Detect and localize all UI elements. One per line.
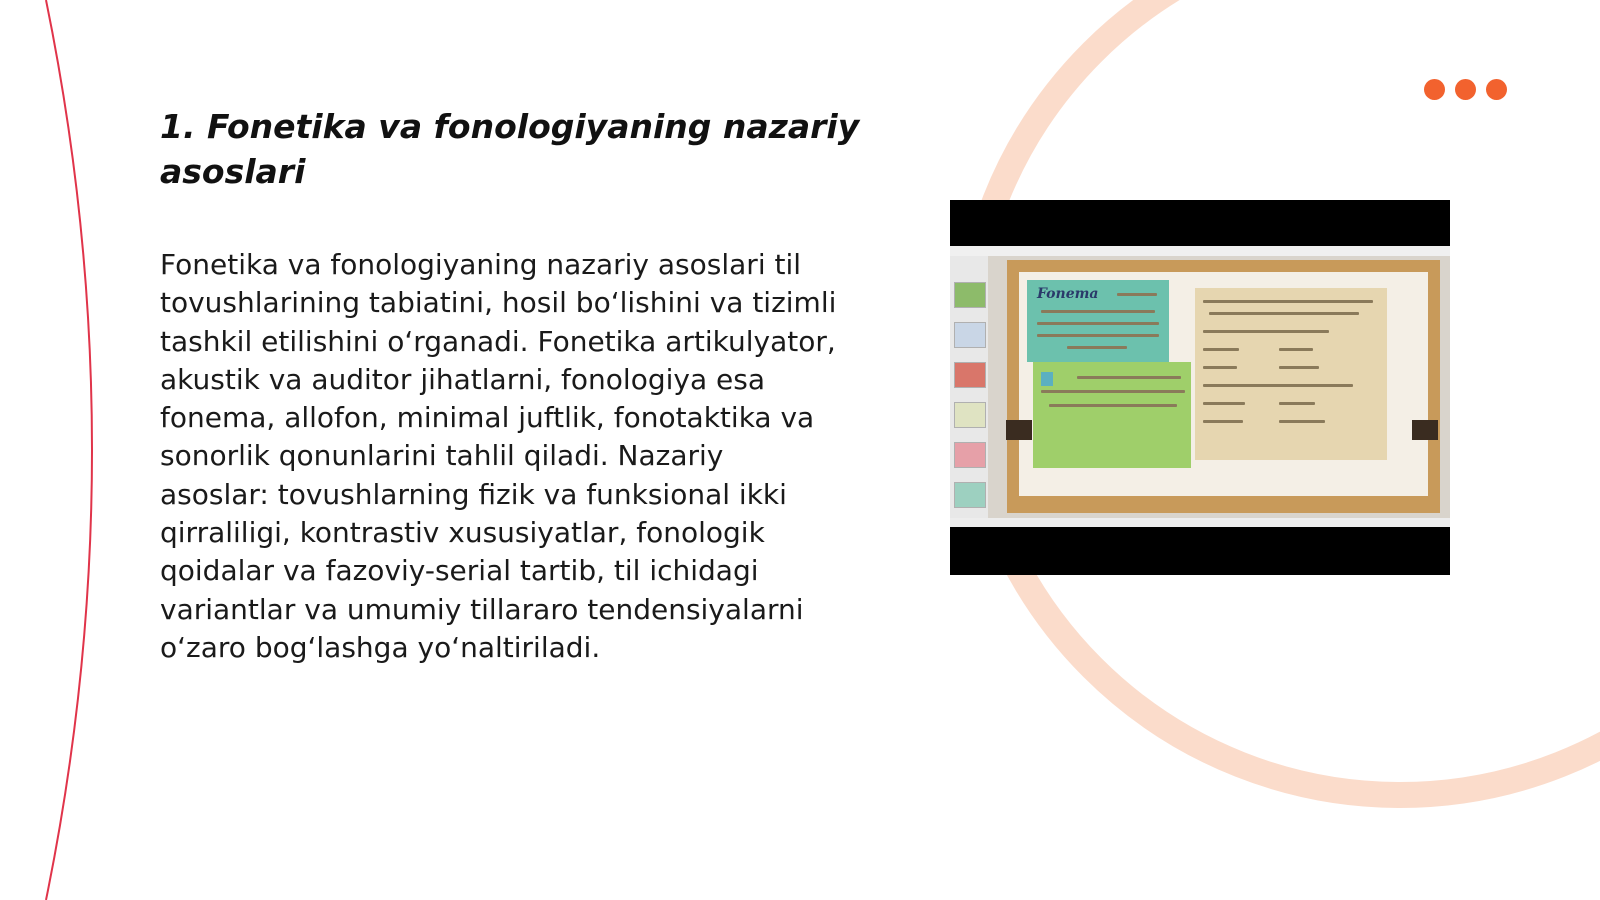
text-line	[1203, 402, 1245, 405]
embedded-video[interactable]	[950, 200, 1450, 575]
slide-content	[1019, 272, 1428, 496]
slide-thumbnail	[954, 402, 986, 428]
text-line	[1279, 420, 1325, 423]
slide-thumbnail	[954, 362, 986, 388]
text-line	[1067, 346, 1127, 349]
text-line	[1203, 300, 1373, 303]
text-line	[1279, 402, 1315, 405]
video-frame	[950, 246, 1450, 527]
slide-thumbnail	[954, 482, 986, 508]
slide-thumbnails-panel	[950, 256, 988, 520]
more-dots-icon[interactable]	[1424, 79, 1514, 101]
text-line	[1203, 384, 1353, 387]
left-red-curve	[46, 0, 92, 900]
text-line	[1037, 334, 1159, 337]
examples-box	[1195, 288, 1387, 460]
definition-box	[1027, 280, 1169, 362]
note-box-green	[1033, 362, 1191, 468]
text-line	[1049, 404, 1177, 407]
slide-body-text: Fonetika va fonologiyaning nazariy asoslari til tovushlarining tabiatini, hosil bo‘lishini va tizimli tashkil etilishini o‘rganadi. Fonetika artikulyator, akustik va auditor jihatlarni, fonologiya esa fonema, allofon, minimal juftlik, fonotaktika va sonorlik qonunlarini tahlil qiladi. Nazariy asoslar: tovushlarning fizik va funksional ikki qirraliligi, kontrastiv xususiyatlar, fonologik qoidalar va fazoviy-serial tartib, til ichidagi variantlar va umumiy tillararo tendensiyalarni o‘zaro bog‘lashga yo‘naltiriladi.	[160, 248, 837, 664]
dot	[1455, 79, 1476, 100]
bullet-square	[1041, 372, 1053, 386]
text-line	[1203, 348, 1239, 351]
text-line	[1041, 390, 1185, 393]
slide-title: 1. Fonetika va fonologiyaning nazariy asoslari	[160, 107, 860, 191]
text-line	[1203, 366, 1237, 369]
slide-thumbnail	[954, 282, 986, 308]
text-line	[1209, 312, 1359, 315]
slide-heading: Fonema	[1037, 286, 1099, 302]
text-line	[1203, 330, 1329, 333]
dot	[1424, 79, 1445, 100]
text-line	[1077, 376, 1181, 379]
slide-thumbnail	[954, 322, 986, 348]
previous-slide-button[interactable]	[1006, 420, 1032, 440]
slide-stage	[1007, 260, 1440, 513]
text-line	[1279, 366, 1319, 369]
text-line	[1037, 322, 1159, 325]
text-line	[1041, 310, 1155, 313]
dot	[1486, 79, 1507, 100]
next-slide-button[interactable]	[1412, 420, 1438, 440]
text-line	[1279, 348, 1313, 351]
presentation-ribbon	[950, 246, 1450, 256]
text-line	[1117, 293, 1157, 296]
presentation-status-bar	[950, 518, 1450, 527]
slide-thumbnail	[954, 442, 986, 468]
text-line	[1203, 420, 1243, 423]
